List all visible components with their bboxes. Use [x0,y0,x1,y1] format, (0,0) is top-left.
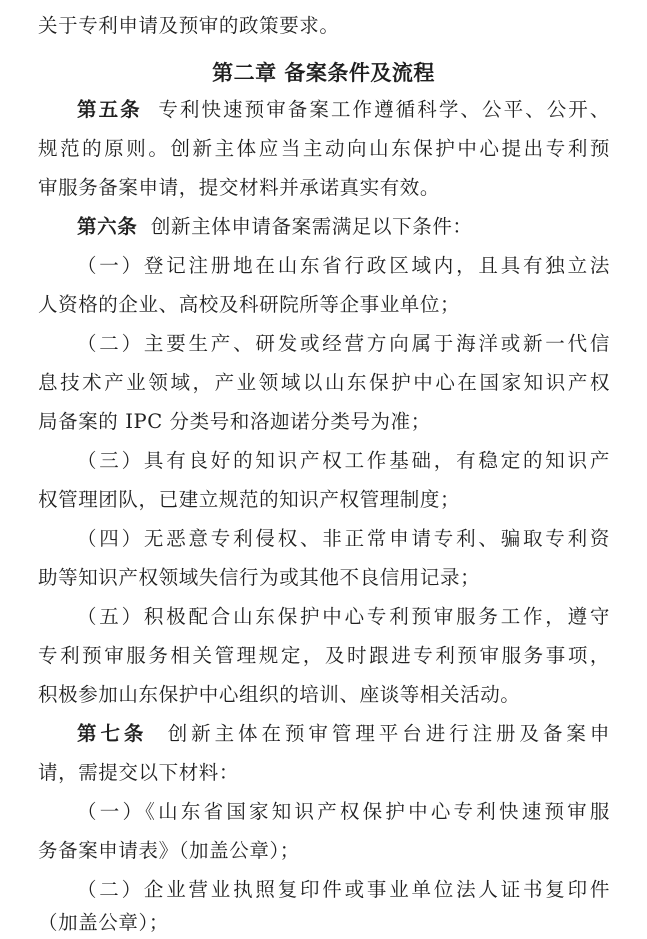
text-line: 规范的原则。创新主体应当主动向山东保护中心提出专利预 [38,137,610,160]
text-line: （五）积极配合山东保护中心专利预审服务工作，遵守 [77,605,610,628]
text-segment: 专利快速预审备案工作遵循科学、公平、公开、 [158,98,610,121]
article-7-label: 第七条 [77,722,148,745]
text-line: 请，需提交以下材料： [38,761,240,784]
text-line: 权管理团队，已建立规范的知识产权管理制度； [38,488,461,511]
article-5-line-1 [77,98,610,122]
article-6-label: 第六条 [77,215,138,238]
text-line: （四）无恶意专利侵权、非正常申请专利、骗取专利资 [77,527,610,550]
text-segment: 创新主体在预审管理平台进行注册及备案申 [167,722,610,745]
text-line: 人资格的企业、高校及科研院所等企事业单位； [38,293,461,316]
text-line: 审服务备案申请，提交材料并承诺真实有效。 [38,176,441,199]
article-5-label: 第五条 [77,98,142,121]
text-line: （一）登记注册地在山东省行政区域内，且具有独立法 [77,254,610,277]
text-line: 关于专利申请及预审的政策要求。 [38,14,340,37]
article-6-line-1 [77,215,610,239]
article-7-line-1 [77,722,610,746]
text-line: 积极参加山东保护中心组织的培训、座谈等相关活动。 [38,683,521,706]
text-line: （一）《山东省国家知识产权保护中心专利快速预审服 [77,800,610,823]
text-line: （二）企业营业执照复印件或事业单位法人证书复印件 [77,878,610,901]
text-line: 务备案申请表》（加盖公章）； [38,839,300,862]
chapter-title: 第二章 备案条件及流程 [212,61,435,85]
text-line: 局备案的 IPC 分类号和洛迦诺分类号为准； [38,410,431,433]
text-line: （二）主要生产、研发或经营方向属于海洋或新一代信 [77,332,610,355]
text-line: 专利预审服务相关管理规定，及时跟进专利预审服务事项， [38,644,610,667]
text-line: （加盖公章）； [38,911,169,934]
text-line: 息技术产业领域，产业领域以山东保护中心在国家知识产权 [38,371,610,394]
text-segment: 创新主体申请备案需满足以下条件： [150,215,473,238]
text-line: （三）具有良好的知识产权工作基础，有稳定的知识产 [77,449,610,472]
text-line: 助等知识产权领域失信行为或其他不良信用记录； [38,566,481,589]
